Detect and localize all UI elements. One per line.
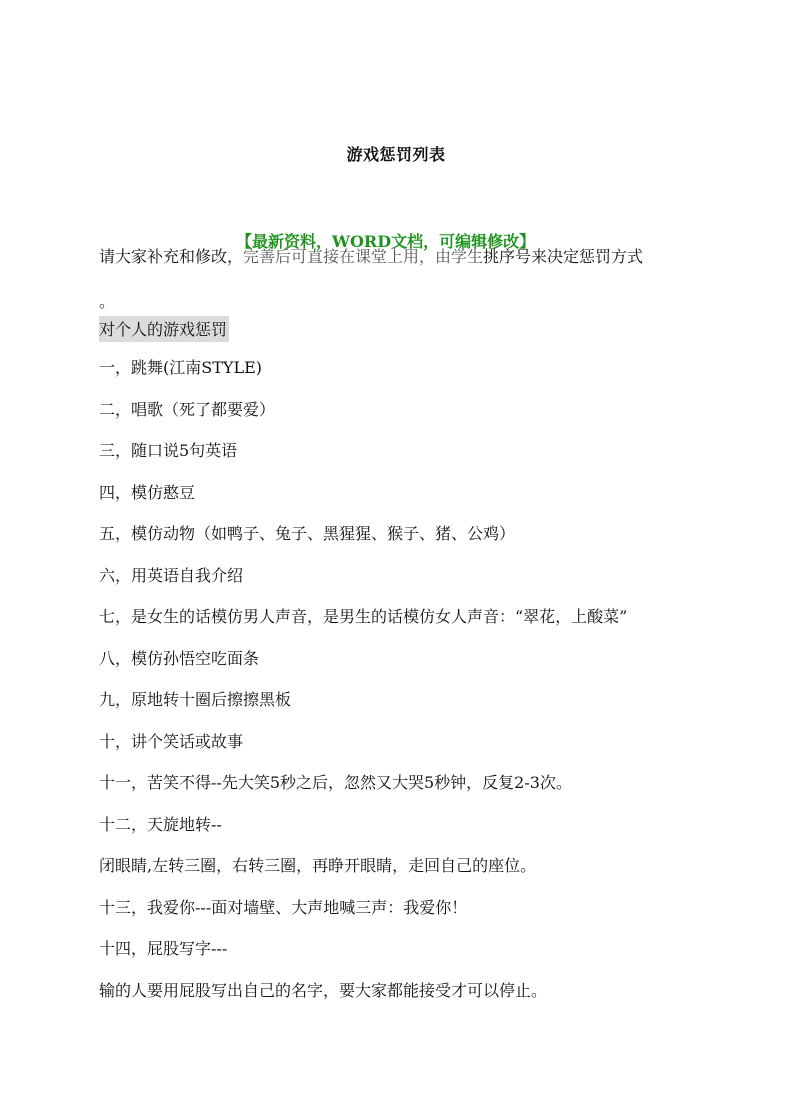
list-item: 六，用英语自我介绍 <box>99 565 244 585</box>
list-item: 三，随口说5句英语 <box>99 441 238 460</box>
section-heading: 对个人的游戏惩罚 <box>99 316 229 342</box>
document-title: 游戏惩罚列表 <box>346 145 446 164</box>
list-item: 十三，我爱你---面对墙壁、大声地喊三声：我爱你！ <box>99 897 468 917</box>
list-item: 一，跳舞(江南STYLE) <box>99 358 262 377</box>
list-item: 十一，苦笑不得--先大笑5秒之后，忽然又大哭5秒钟，反复2-3次。 <box>99 773 572 792</box>
list-item: 七，是女生的话模仿男人声音，是男生的话模仿女人声音：“翠花，上酸菜” <box>99 607 628 626</box>
list-item: 四，模仿憨豆 <box>99 482 196 502</box>
intro-text-start: 请大家补充和修改， <box>99 247 244 266</box>
intro-text-obscured: 完善后可直接在课堂上用，由学生 <box>243 247 484 266</box>
list-item: 九，原地转十圈后擦擦黑板 <box>99 690 292 709</box>
list-item: 十二，天旋地转-- <box>99 814 222 834</box>
list-item: 输的人要用屁股写出自己的名字，要大家都能接受才可以停止。 <box>99 980 548 1000</box>
list-item: 五，模仿动物（如鸭子、兔子、黑猩猩、猴子、猪、公鸡） <box>99 524 516 543</box>
list-item: 闭眼睛,左转三圈，右转三圈，再睁开眼睛，走回自己的座位。 <box>99 856 537 875</box>
intro-text-end: 。 <box>99 292 116 311</box>
list-item: 八，模仿孙悟空吃面条 <box>99 648 260 668</box>
intro-text-after: 挑序号来决定惩罚方式 <box>483 247 644 266</box>
punishment-list <box>99 357 719 1021</box>
list-item: 二，唱歌（死了都要爱） <box>99 399 276 419</box>
watermark-banner: 【最新资料，WORD文档，可编辑修改】 <box>236 232 536 251</box>
list-item: 十四，屁股写字--- <box>99 939 228 958</box>
list-item: 十，讲个笑话或故事 <box>99 731 244 751</box>
